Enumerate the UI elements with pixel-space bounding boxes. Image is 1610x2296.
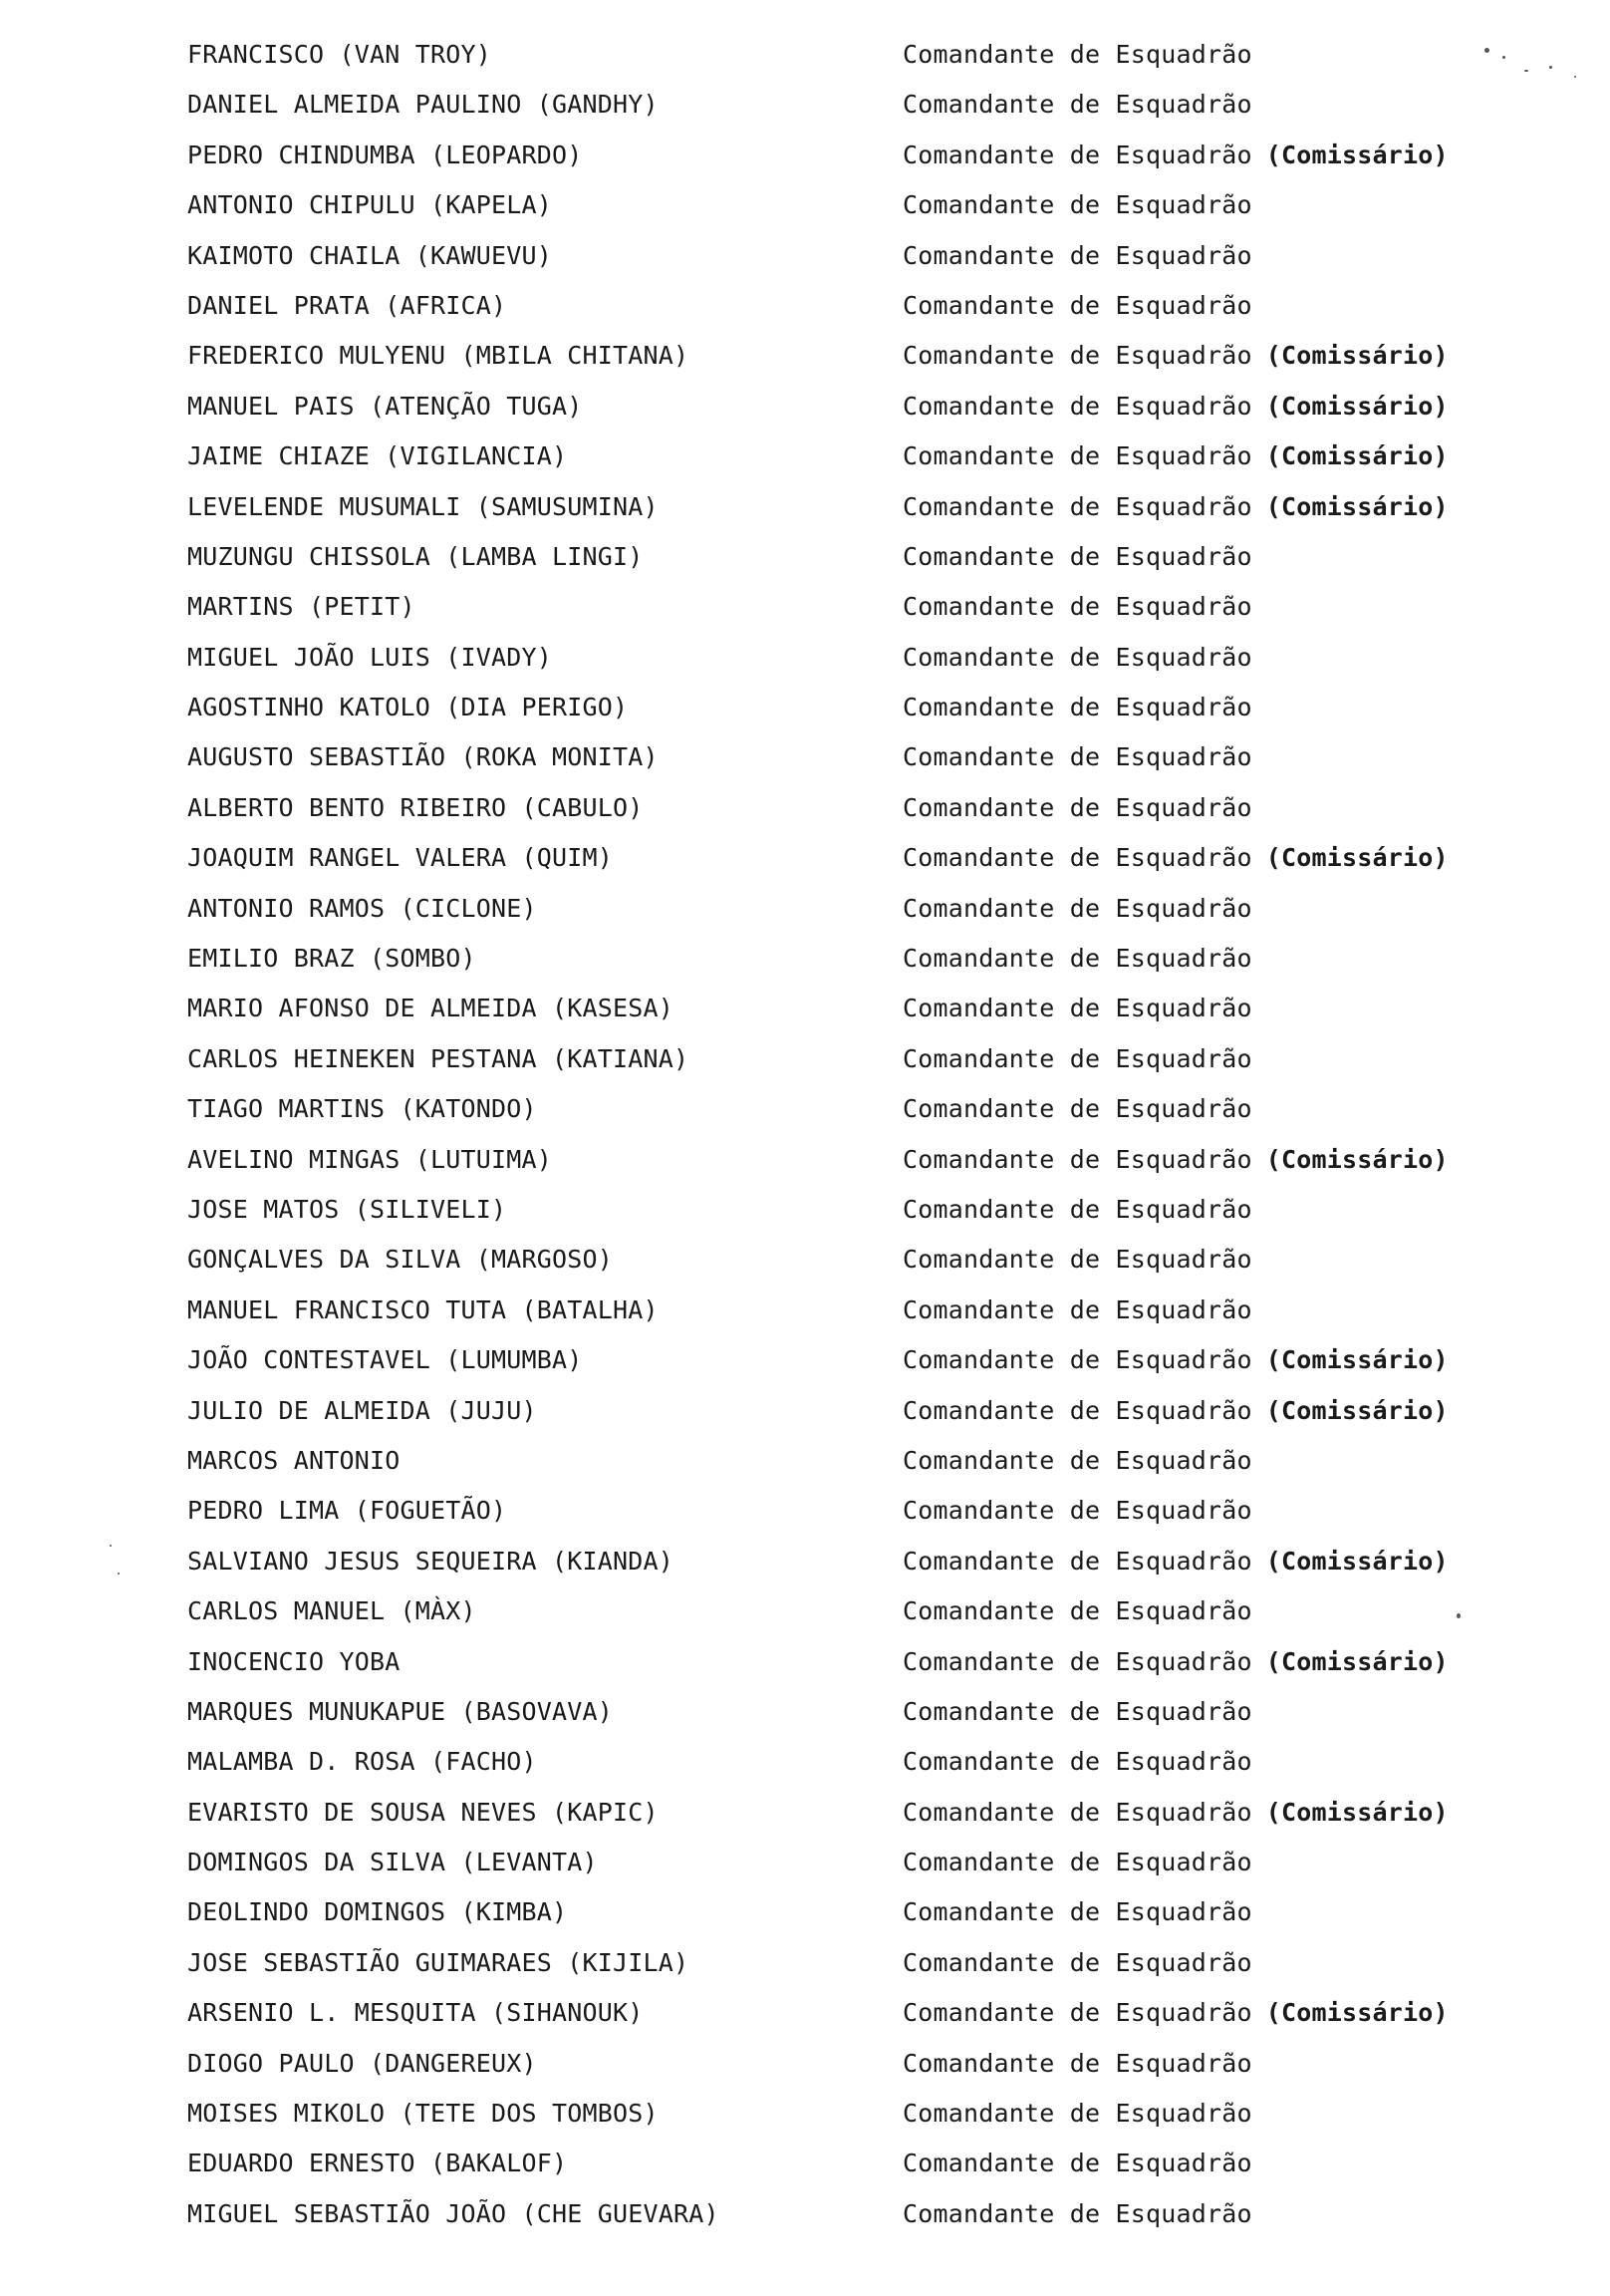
member-name: MIGUEL JOÃO LUIS (IVADY)	[187, 642, 553, 672]
member-name: TIAGO MARTINS (KATONDO)	[187, 1094, 537, 1124]
member-role: (Comissário)	[1265, 1546, 1449, 1576]
member-rank	[903, 532, 1252, 582]
member-name: DEOLINDO DOMINGOS (KIMBA)	[187, 1897, 568, 1927]
roster-row	[187, 1135, 1522, 1185]
rank-text: Comandante de Esquadrão	[903, 1043, 1252, 1073]
rank-text: Comandante de Esquadrão	[903, 90, 1252, 120]
scan-speck	[1502, 56, 1505, 59]
member-name: EVARISTO DE SOUSA NEVES (KAPIC)	[187, 1797, 659, 1827]
member-rank	[903, 2089, 1252, 2139]
member-role: (Comissário)	[1265, 1646, 1449, 1676]
rank-text: Comandante de Esquadrão	[903, 1897, 1252, 1927]
rank-text: Comandante de Esquadrão	[903, 1546, 1252, 1576]
rank-text: Comandante de Esquadrão	[903, 843, 1252, 873]
member-name: EDUARDO ERNESTO (BAKALOF)	[187, 2149, 568, 2178]
member-rank	[903, 1537, 1449, 1586]
member-name: JULIO DE ALMEIDA (JUJU)	[187, 1395, 537, 1425]
rank-text: Comandante de Esquadrão	[903, 1094, 1252, 1124]
rank-text: Comandante de Esquadrão	[903, 1596, 1252, 1626]
roster-row	[187, 683, 1522, 732]
member-role: (Comissário)	[1265, 491, 1449, 521]
roster-row	[187, 532, 1522, 582]
scan-speck	[1457, 1613, 1461, 1618]
roster-row	[187, 1335, 1522, 1385]
roster-row	[187, 984, 1522, 1033]
roster-row	[187, 1637, 1522, 1687]
rank-text: Comandante de Esquadrão	[903, 341, 1252, 371]
member-rank	[903, 1135, 1449, 1185]
roster-row	[187, 431, 1522, 481]
member-name: MARCOS ANTONIO	[187, 1445, 401, 1475]
member-rank	[903, 1436, 1252, 1486]
member-rank	[903, 683, 1252, 732]
roster-row	[187, 2189, 1522, 2239]
roster-row	[187, 1286, 1522, 1335]
member-name: JOSE MATOS (SILIVELI)	[187, 1194, 507, 1224]
rank-text: Comandante de Esquadrão	[903, 642, 1252, 672]
scan-speck	[118, 1573, 120, 1575]
member-name: MARTINS (PETIT)	[187, 592, 415, 622]
member-name: CARLOS HEINEKEN PESTANA (KATIANA)	[187, 1043, 689, 1073]
member-name: JOAQUIM RANGEL VALERA (QUIM)	[187, 843, 614, 873]
roster-row	[187, 1737, 1522, 1787]
member-name: PEDRO CHINDUMBA (LEOPARDO)	[187, 140, 583, 169]
rank-text: Comandante de Esquadrão	[903, 944, 1252, 974]
member-rank	[903, 1887, 1252, 1937]
member-name: GONÇALVES DA SILVA (MARGOSO)	[187, 1245, 614, 1275]
roster-row	[187, 732, 1522, 782]
scan-speck	[110, 1545, 112, 1547]
roster-row	[187, 884, 1522, 934]
member-rank	[903, 382, 1449, 431]
rank-text: Comandante de Esquadrão	[903, 290, 1252, 320]
roster-row	[187, 180, 1522, 230]
rank-text: Comandante de Esquadrão	[903, 1144, 1252, 1174]
member-name: EMILIO BRAZ (SOMBO)	[187, 944, 476, 974]
member-rank	[903, 833, 1449, 883]
roster-row	[187, 1386, 1522, 1436]
member-role: (Comissário)	[1265, 1998, 1449, 2028]
member-rank	[903, 1486, 1252, 1536]
rank-text: Comandante de Esquadrão	[903, 2149, 1252, 2178]
member-name: MOISES MIKOLO (TETE DOS TOMBOS)	[187, 2099, 659, 2129]
member-rank	[903, 431, 1449, 481]
roster-row	[187, 633, 1522, 683]
rank-text: Comandante de Esquadrão	[903, 391, 1252, 421]
member-rank	[903, 582, 1252, 632]
rank-text: Comandante de Esquadrão	[903, 792, 1252, 822]
rank-text: Comandante de Esquadrão	[903, 1395, 1252, 1425]
rank-text: Comandante de Esquadrão	[903, 693, 1252, 722]
member-rank	[903, 331, 1449, 381]
member-role: (Comissário)	[1265, 1797, 1449, 1827]
member-role: (Comissário)	[1265, 1345, 1449, 1375]
roster-list	[187, 30, 1522, 2239]
roster-row	[187, 1788, 1522, 1838]
member-rank	[903, 1737, 1252, 1787]
roster-row	[187, 582, 1522, 632]
member-name: FREDERICO MULYENU (MBILA CHITANA)	[187, 341, 689, 371]
member-rank	[903, 1838, 1252, 1887]
roster-row	[187, 131, 1522, 180]
rank-text: Comandante de Esquadrão	[903, 1747, 1252, 1777]
rank-text: Comandante de Esquadrão	[903, 1848, 1252, 1877]
roster-row	[187, 1185, 1522, 1235]
member-name: MUZUNGU CHISSOLA (LAMBA LINGI)	[187, 541, 644, 571]
member-name: SALVIANO JESUS SEQUEIRA (KIANDA)	[187, 1546, 674, 1576]
rank-text: Comandante de Esquadrão	[903, 1194, 1252, 1224]
member-name: MALAMBA D. ROSA (FACHO)	[187, 1747, 537, 1777]
member-name: FRANCISCO (VAN TROY)	[187, 40, 492, 69]
roster-row	[187, 1235, 1522, 1285]
member-role: (Comissário)	[1265, 1395, 1449, 1425]
member-name: MIGUEL SEBASTIÃO JOÃO (CHE GUEVARA)	[187, 2198, 719, 2228]
rank-text: Comandante de Esquadrão	[903, 1445, 1252, 1475]
rank-text: Comandante de Esquadrão	[903, 742, 1252, 772]
member-name: AGOSTINHO KATOLO (DIA PERIGO)	[187, 693, 629, 722]
member-role: (Comissário)	[1265, 341, 1449, 371]
member-rank	[903, 633, 1252, 683]
roster-row	[187, 1537, 1522, 1586]
member-rank	[903, 1185, 1252, 1235]
member-name: CARLOS MANUEL (MÀX)	[187, 1596, 476, 1626]
roster-row	[187, 1486, 1522, 1536]
rank-text: Comandante de Esquadrão	[903, 1496, 1252, 1526]
member-rank	[903, 1235, 1252, 1285]
member-role: (Comissário)	[1265, 1144, 1449, 1174]
roster-row	[187, 833, 1522, 883]
scan-speck	[1484, 48, 1489, 53]
member-rank	[903, 2189, 1252, 2239]
member-rank	[903, 281, 1252, 331]
member-rank	[903, 1988, 1449, 2038]
member-name: ANTONIO CHIPULU (KAPELA)	[187, 190, 553, 220]
member-name: MARQUES MUNUKAPUE (BASOVAVA)	[187, 1696, 614, 1726]
member-rank	[903, 231, 1252, 281]
roster-row	[187, 331, 1522, 381]
member-role: (Comissário)	[1265, 391, 1449, 421]
member-rank	[903, 80, 1252, 130]
member-rank	[903, 1637, 1449, 1687]
rank-text: Comandante de Esquadrão	[903, 240, 1252, 270]
roster-row	[187, 934, 1522, 984]
rank-text: Comandante de Esquadrão	[903, 1797, 1252, 1827]
member-name: ANTONIO RAMOS (CICLONE)	[187, 893, 537, 923]
member-name: LEVELENDE MUSUMALI (SAMUSUMINA)	[187, 491, 659, 521]
member-rank	[903, 482, 1449, 532]
roster-row	[187, 30, 1522, 80]
member-rank	[903, 1788, 1449, 1838]
member-name: MANUEL FRANCISCO TUTA (BATALHA)	[187, 1294, 659, 1324]
roster-row	[187, 1436, 1522, 1486]
roster-row	[187, 482, 1522, 532]
member-role: (Comissário)	[1265, 843, 1449, 873]
member-role: (Comissário)	[1265, 441, 1449, 471]
rank-text: Comandante de Esquadrão	[903, 994, 1252, 1023]
member-name: DANIEL PRATA (AFRICA)	[187, 290, 507, 320]
member-name: PEDRO LIMA (FOGUETÃO)	[187, 1496, 507, 1526]
member-rank	[903, 2039, 1252, 2089]
rank-text: Comandante de Esquadrão	[903, 1345, 1252, 1375]
rank-text: Comandante de Esquadrão	[903, 592, 1252, 622]
rank-text: Comandante de Esquadrão	[903, 1245, 1252, 1275]
member-rank	[903, 30, 1252, 80]
member-name: KAIMOTO CHAILA (KAWUEVU)	[187, 240, 553, 270]
rank-text: Comandante de Esquadrão	[903, 140, 1252, 169]
roster-row	[187, 1586, 1522, 1636]
member-rank	[903, 934, 1252, 984]
roster-row	[187, 2139, 1522, 2188]
member-rank	[903, 1938, 1252, 1988]
member-name: JAIME CHIAZE (VIGILANCIA)	[187, 441, 568, 471]
member-rank	[903, 1386, 1449, 1436]
rank-text: Comandante de Esquadrão	[903, 1646, 1252, 1676]
rank-text: Comandante de Esquadrão	[903, 1294, 1252, 1324]
rank-text: Comandante de Esquadrão	[903, 2198, 1252, 2228]
rank-text: Comandante de Esquadrão	[903, 1696, 1252, 1726]
rank-text: Comandante de Esquadrão	[903, 1947, 1252, 1977]
scan-speck	[1524, 70, 1528, 72]
rank-text: Comandante de Esquadrão	[903, 40, 1252, 69]
roster-row	[187, 783, 1522, 833]
rank-text: Comandante de Esquadrão	[903, 541, 1252, 571]
member-rank	[903, 1335, 1449, 1385]
roster-row	[187, 231, 1522, 281]
member-name: AVELINO MINGAS (LUTUIMA)	[187, 1144, 553, 1174]
member-name: ALBERTO BENTO RIBEIRO (CABULO)	[187, 792, 644, 822]
rank-text: Comandante de Esquadrão	[903, 190, 1252, 220]
member-name: MARIO AFONSO DE ALMEIDA (KASESA)	[187, 994, 674, 1023]
roster-row	[187, 2089, 1522, 2139]
member-name: AUGUSTO SEBASTIÃO (ROKA MONITA)	[187, 742, 659, 772]
rank-text: Comandante de Esquadrão	[903, 2048, 1252, 2078]
scan-speck	[1549, 66, 1552, 69]
member-rank	[903, 732, 1252, 782]
member-name: JOÃO CONTESTAVEL (LUMUMBA)	[187, 1345, 583, 1375]
roster-row	[187, 382, 1522, 431]
member-name: DANIEL ALMEIDA PAULINO (GANDHY)	[187, 90, 659, 120]
member-name: JOSE SEBASTIÃO GUIMARAES (KIJILA)	[187, 1947, 689, 1977]
roster-row	[187, 1988, 1522, 2038]
member-name: MANUEL PAIS (ATENÇÃO TUGA)	[187, 391, 583, 421]
roster-row	[187, 1838, 1522, 1887]
member-rank	[903, 984, 1252, 1033]
roster-row	[187, 1687, 1522, 1737]
member-rank	[903, 180, 1252, 230]
roster-row	[187, 281, 1522, 331]
scan-speck	[1574, 76, 1576, 78]
roster-row	[187, 1084, 1522, 1134]
member-rank	[903, 1687, 1252, 1737]
member-rank	[903, 783, 1252, 833]
member-rank	[903, 884, 1252, 934]
member-rank	[903, 2139, 1252, 2188]
member-name: ARSENIO L. MESQUITA (SIHANOUK)	[187, 1998, 644, 2028]
roster-row	[187, 80, 1522, 130]
roster-row	[187, 1034, 1522, 1084]
member-name: INOCENCIO YOBA	[187, 1646, 401, 1676]
member-rank	[903, 1034, 1252, 1084]
member-rank	[903, 131, 1449, 180]
rank-text: Comandante de Esquadrão	[903, 2099, 1252, 2129]
member-name: DIOGO PAULO (DANGEREUX)	[187, 2048, 537, 2078]
rank-text: Comandante de Esquadrão	[903, 1998, 1252, 2028]
roster-row	[187, 1938, 1522, 1988]
member-rank	[903, 1586, 1252, 1636]
roster-row	[187, 1887, 1522, 1937]
member-name: DOMINGOS DA SILVA (LEVANTA)	[187, 1848, 598, 1877]
member-rank	[903, 1084, 1252, 1134]
roster-row	[187, 2039, 1522, 2089]
member-role: (Comissário)	[1265, 140, 1449, 169]
rank-text: Comandante de Esquadrão	[903, 893, 1252, 923]
rank-text: Comandante de Esquadrão	[903, 441, 1252, 471]
member-rank	[903, 1286, 1252, 1335]
rank-text: Comandante de Esquadrão	[903, 491, 1252, 521]
